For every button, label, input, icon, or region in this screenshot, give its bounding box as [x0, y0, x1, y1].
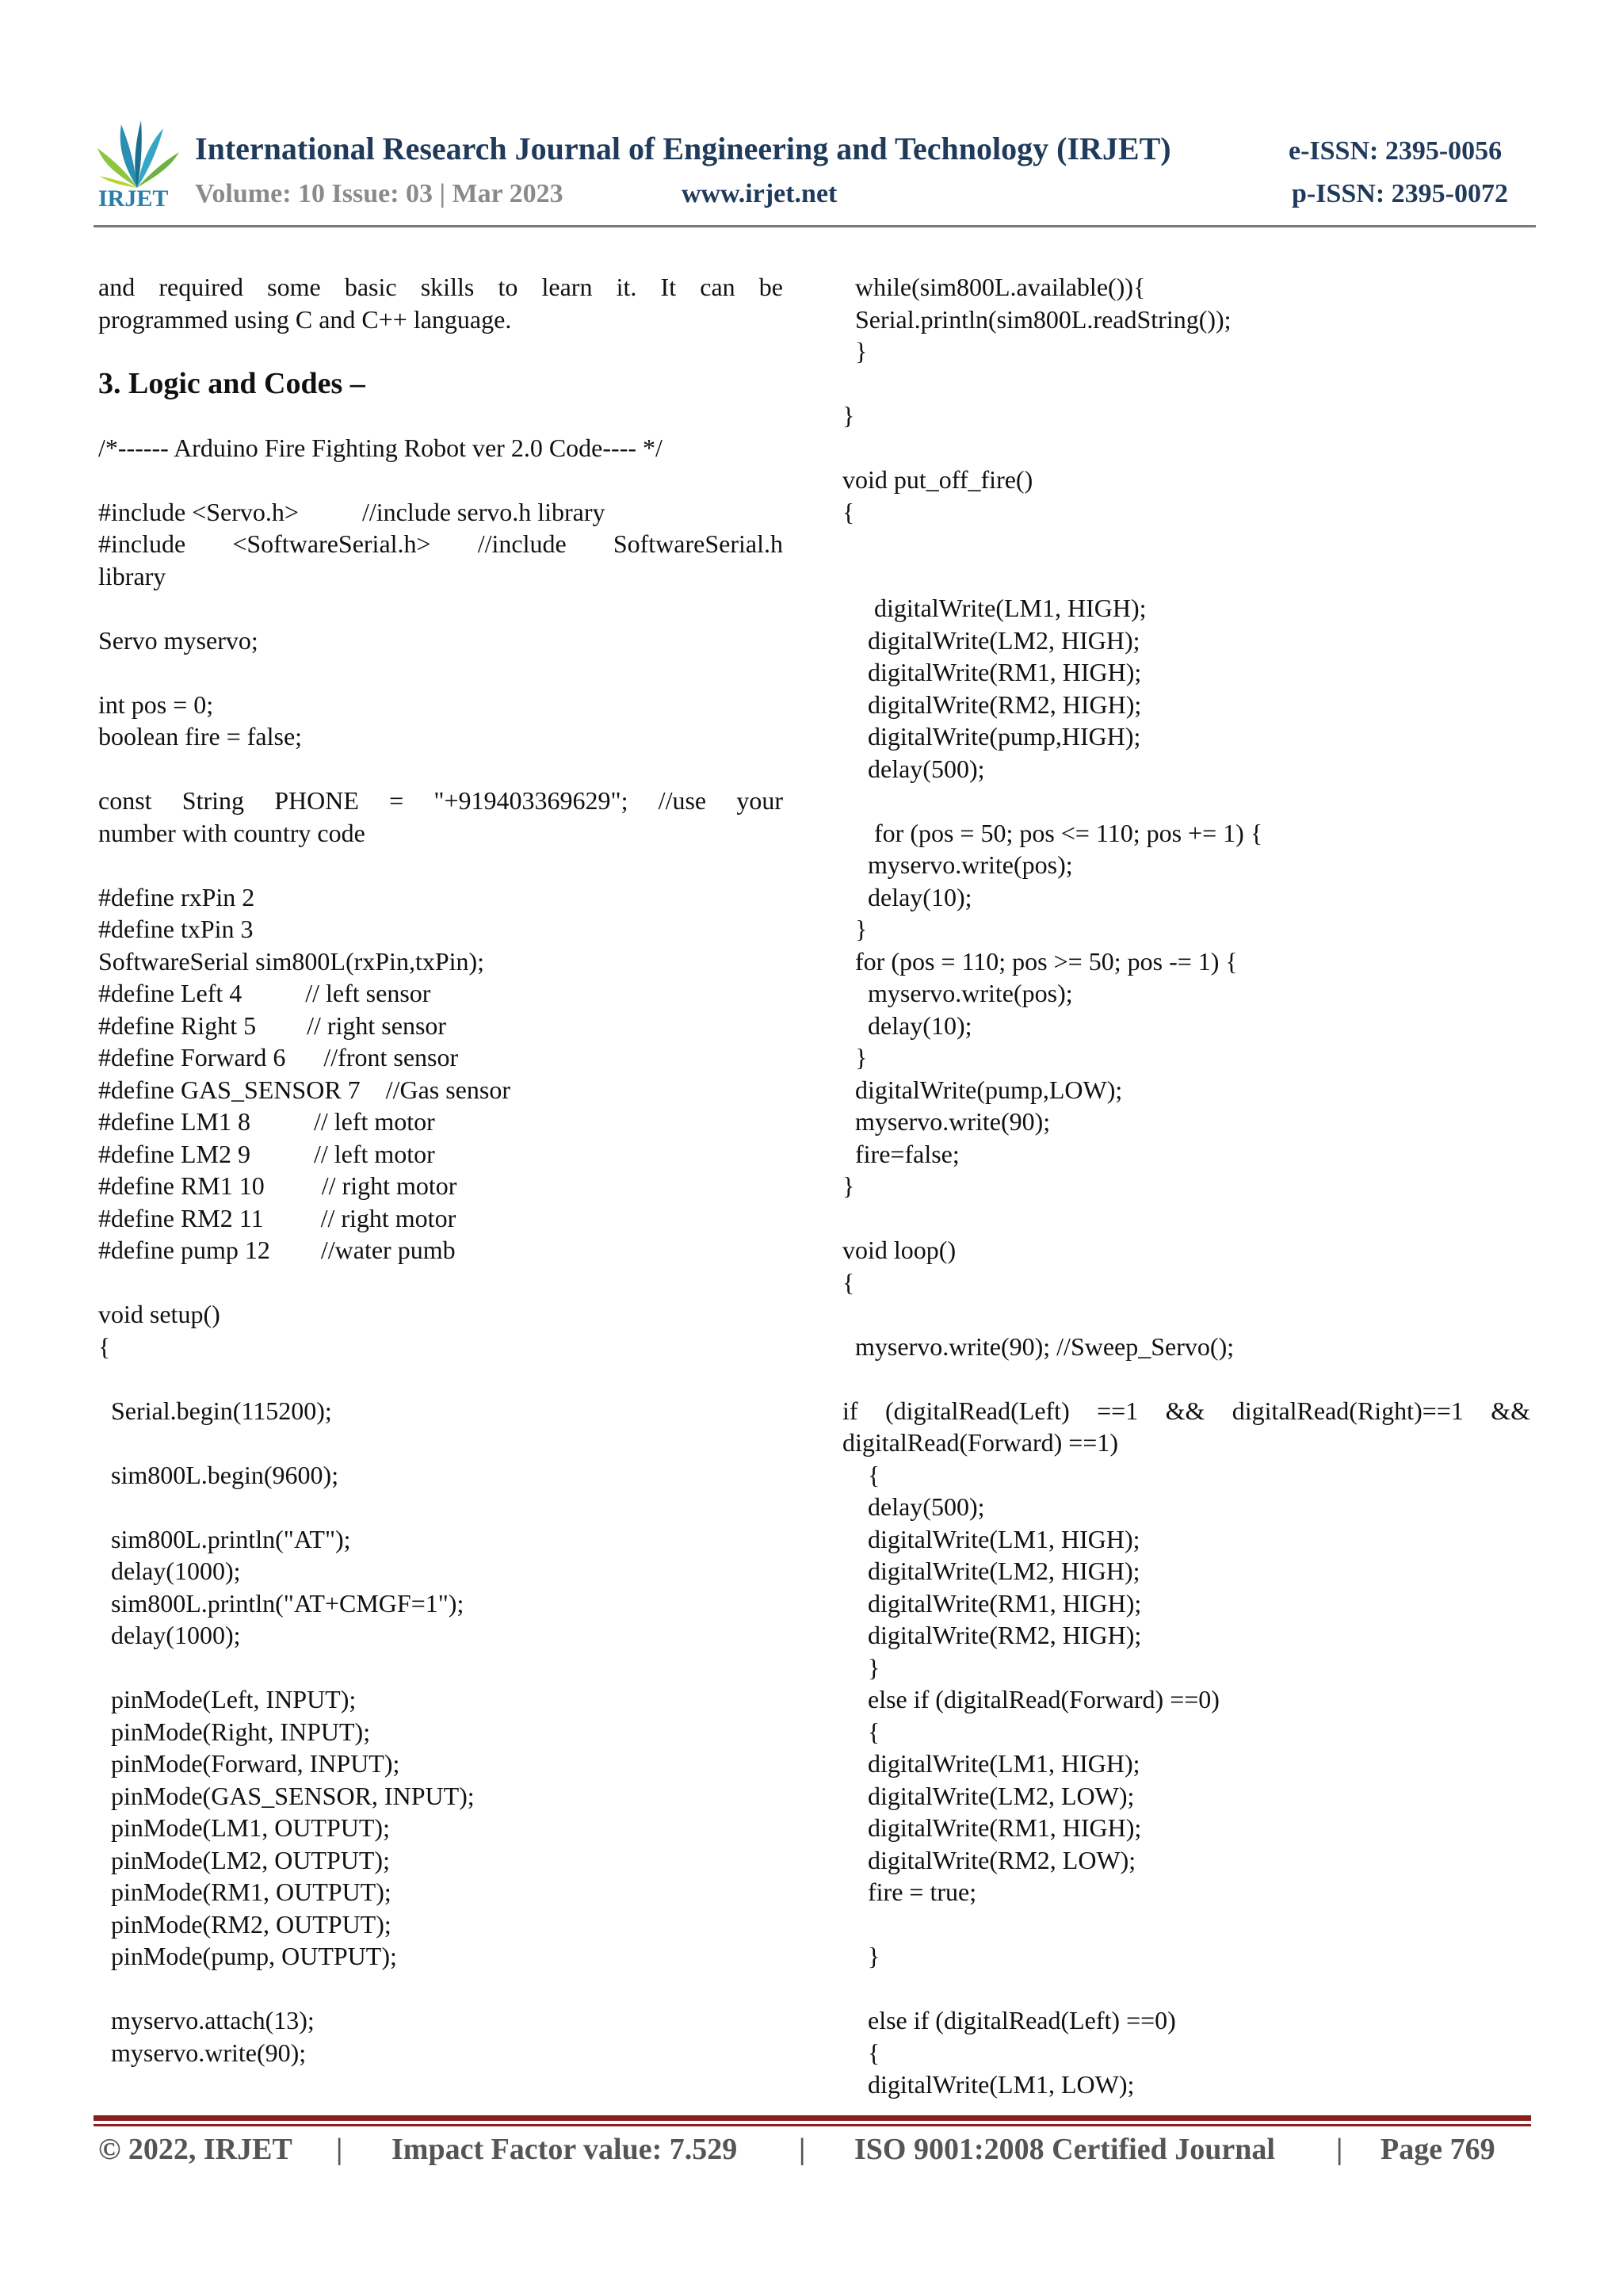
- footer-divider-thin: [94, 2124, 1531, 2126]
- code-line: digitalWrite(LM2, HIGH);: [842, 625, 1140, 655]
- code-line: }: [842, 1171, 855, 1200]
- code-line: pinMode(Right, INPUT);: [98, 1717, 371, 1746]
- code-line: #define GAS_SENSOR 7 //Gas sensor: [98, 1075, 510, 1104]
- header-divider: [94, 225, 1536, 227]
- code-line: if (digitalRead(Left) ==1 && digitalRead(Right)==1 &&: [842, 1396, 1530, 1425]
- section-heading: 3. Logic and Codes –: [98, 366, 365, 400]
- code-line: myservo.write(pos);: [842, 979, 1073, 1007]
- blank-line: [98, 1973, 783, 2005]
- code-line: #include <SoftwareSerial.h> //include SoftwareSerial.h: [98, 529, 783, 558]
- code-line: digitalWrite(LM2, LOW);: [842, 1781, 1135, 1810]
- footer-impact-factor: Impact Factor value: 7.529: [391, 2133, 738, 2166]
- blank-line: [842, 432, 1530, 464]
- code-line: pinMode(LM2, OUTPUT);: [98, 1845, 390, 1874]
- journal-title: International Research Journal of Engineering and Technology (IRJET): [195, 131, 1171, 166]
- blank-line: [842, 368, 1530, 400]
- blank-line: [98, 656, 783, 689]
- blank-line: }: [842, 1942, 880, 1970]
- code-line: int pos = 0;: [98, 690, 214, 719]
- code-line: else if (digitalRead(Forward) ==0): [842, 1685, 1220, 1713]
- code-line: number with country code: [98, 818, 365, 847]
- code-line: while(sim800L.available()){: [842, 273, 1146, 301]
- footer-separator: |: [336, 2133, 343, 2166]
- code-line: digitalWrite(RM1, HIGH);: [842, 1588, 1142, 1618]
- code-line: sim800L.println("AT");: [98, 1524, 351, 1553]
- code-line: Serial.begin(115200);: [98, 1396, 332, 1425]
- code-line: Serial.println(sim800L.readString());: [842, 304, 1232, 334]
- code-line: {: [98, 1331, 111, 1361]
- blank-line: [98, 849, 783, 881]
- code-line: myservo.write(90);: [98, 2038, 307, 2067]
- code-line: delay(500);: [842, 754, 985, 783]
- code-line: {: [842, 497, 855, 526]
- code-line: pinMode(GAS_SENSOR, INPUT);: [98, 1781, 475, 1810]
- code-line: delay(1000);: [98, 1621, 241, 1649]
- code-line: pinMode(RM2, OUTPUT);: [98, 1909, 391, 1939]
- issue-info: Volume: 10 Issue: 03 | Mar 2023: [195, 179, 563, 208]
- code-line: digitalWrite(RM1, HIGH);: [842, 1813, 1142, 1842]
- code-line: digitalWrite(pump,LOW);: [842, 1075, 1123, 1104]
- code-line: #define LM1 8 // left motor: [98, 1107, 435, 1136]
- code-line: [842, 1908, 1530, 1941]
- code-line: void loop(): [842, 1236, 957, 1264]
- code-line: #define Left 4 // left sensor: [98, 979, 431, 1007]
- code-line: myservo.write(90);: [842, 1107, 1051, 1136]
- code-line: const String PHONE = "+919403369629"; //use your: [98, 786, 783, 815]
- code-line: #define rxPin 2: [98, 882, 255, 911]
- code-line: fire=false;: [842, 1139, 960, 1168]
- code-line: delay(500);: [842, 1492, 985, 1521]
- code-line: Servo myservo;: [98, 625, 258, 655]
- code-line: pinMode(LM1, OUTPUT);: [98, 1813, 390, 1842]
- code-line: sim800L.begin(9600);: [98, 1460, 339, 1489]
- code-line: digitalWrite(LM1, HIGH);: [842, 594, 1147, 622]
- blank-line: [98, 335, 783, 368]
- pissn: p-ISSN: 2395-0072: [1292, 179, 1508, 208]
- blank-line: [98, 399, 783, 432]
- blank-line: [98, 1652, 783, 1684]
- code-line: myservo.attach(13);: [98, 2006, 315, 2034]
- code-line: digitalWrite(LM1, HIGH);: [842, 1749, 1140, 1778]
- code-line: {: [842, 1267, 855, 1297]
- code-line: delay(1000);: [98, 1557, 241, 1585]
- code-line: digitalWrite(RM2, HIGH);: [842, 1621, 1142, 1649]
- code-line: }: [842, 337, 868, 365]
- body-text-line: and required some basic skills to learn it. It can be: [98, 273, 783, 301]
- code-line: myservo.write(90); //Sweep_Servo();: [842, 1331, 1235, 1361]
- blank-line: [98, 1362, 783, 1395]
- blank-line: [98, 1266, 783, 1299]
- code-line: digitalWrite(RM2, HIGH);: [842, 690, 1142, 719]
- blank-line: [842, 1202, 1530, 1235]
- code-line: }: [842, 1652, 880, 1682]
- code-line: [842, 1973, 1530, 2005]
- blank-line: [842, 560, 1530, 593]
- code-line: digitalWrite(LM1, HIGH);: [842, 1524, 1140, 1553]
- code-line: #define txPin 3: [98, 915, 254, 943]
- footer-copyright: © 2022, IRJET: [98, 2133, 292, 2166]
- code-line: digitalRead(Forward) ==1): [842, 1428, 1118, 1457]
- footer-page-number: Page 769: [1381, 2133, 1495, 2166]
- code-line: boolean fire = false;: [98, 722, 303, 751]
- code-line: #define RM2 11 // right motor: [98, 1203, 456, 1232]
- code-line: digitalWrite(RM2, LOW);: [842, 1845, 1136, 1874]
- code-line: pinMode(Forward, INPUT);: [98, 1749, 400, 1778]
- blank-line: [842, 1298, 1530, 1331]
- code-line: pinMode(RM1, OUTPUT);: [98, 1878, 391, 1906]
- code-line: digitalWrite(RM1, HIGH);: [842, 658, 1142, 686]
- eissn: e-ISSN: 2395-0056: [1289, 136, 1503, 166]
- code-line: }: [842, 1043, 868, 1072]
- code-line: {: [842, 1717, 880, 1746]
- code-line: }: [842, 915, 868, 943]
- code-line: #define Forward 6 //front sensor: [98, 1043, 459, 1072]
- code-line: digitalWrite(LM1, LOW);: [842, 2070, 1135, 2099]
- blank-line: [842, 528, 1530, 560]
- code-line: SoftwareSerial sim800L(rxPin,txPin);: [98, 946, 485, 976]
- footer-separator: |: [1336, 2133, 1343, 2166]
- code-line: #define LM2 9 // left motor: [98, 1139, 435, 1168]
- code-line: for (pos = 110; pos >= 50; pos -= 1) {: [842, 946, 1238, 976]
- blank-line: [98, 1427, 783, 1459]
- code-line: fire = true;: [842, 1878, 977, 1906]
- journal-website-link[interactable]: www.irjet.net: [682, 179, 838, 208]
- blank-line: [98, 464, 783, 496]
- blank-line: [98, 592, 783, 625]
- code-line: sim800L.println("AT+CMGF=1");: [98, 1588, 464, 1618]
- code-line: #include <Servo.h> //include servo.h library: [98, 497, 605, 526]
- code-line: #define pump 12 //water pumb: [98, 1236, 456, 1264]
- body-text-line: programmed using C and C++ language.: [98, 304, 512, 334]
- irjet-logo: [94, 113, 181, 216]
- right-column: [842, 271, 1530, 2133]
- left-column: [98, 271, 783, 2069]
- code-line: delay(10);: [842, 1010, 972, 1040]
- blank-line: else if (digitalRead(Left) ==0): [842, 2006, 1176, 2034]
- code-line: digitalWrite(LM2, HIGH);: [842, 1557, 1140, 1585]
- code-line: {: [842, 2038, 880, 2067]
- blank-line: [842, 1362, 1530, 1395]
- footer-divider: [94, 2115, 1531, 2121]
- code-line: for (pos = 50; pos <= 110; pos += 1) {: [842, 818, 1263, 847]
- logo-text: IRJET: [98, 185, 169, 212]
- blank-line: [842, 785, 1530, 817]
- code-line: myservo.write(pos);: [842, 850, 1073, 879]
- code-line: #define Right 5 // right sensor: [98, 1010, 447, 1040]
- code-line: {: [842, 1460, 880, 1489]
- code-line: pinMode(pump, OUTPUT);: [98, 1942, 397, 1970]
- blank-line: [98, 753, 783, 785]
- blank-line: [98, 1491, 783, 1523]
- footer-iso: ISO 9001:2008 Certified Journal: [854, 2133, 1275, 2166]
- code-line: library: [98, 561, 166, 590]
- code-line: void put_off_fire(): [842, 465, 1033, 494]
- code-line: delay(10);: [842, 882, 972, 911]
- code-line: pinMode(Left, INPUT);: [98, 1685, 357, 1713]
- footer-separator: |: [799, 2133, 806, 2166]
- code-line: digitalWrite(pump,HIGH);: [842, 722, 1141, 751]
- code-line: void setup(): [98, 1300, 220, 1328]
- code-line: #define RM1 10 // right motor: [98, 1171, 457, 1200]
- code-line: }: [842, 401, 855, 430]
- code-line: /*------ Arduino Fire Fighting Robot ver 2.0 Code---- */: [98, 433, 663, 462]
